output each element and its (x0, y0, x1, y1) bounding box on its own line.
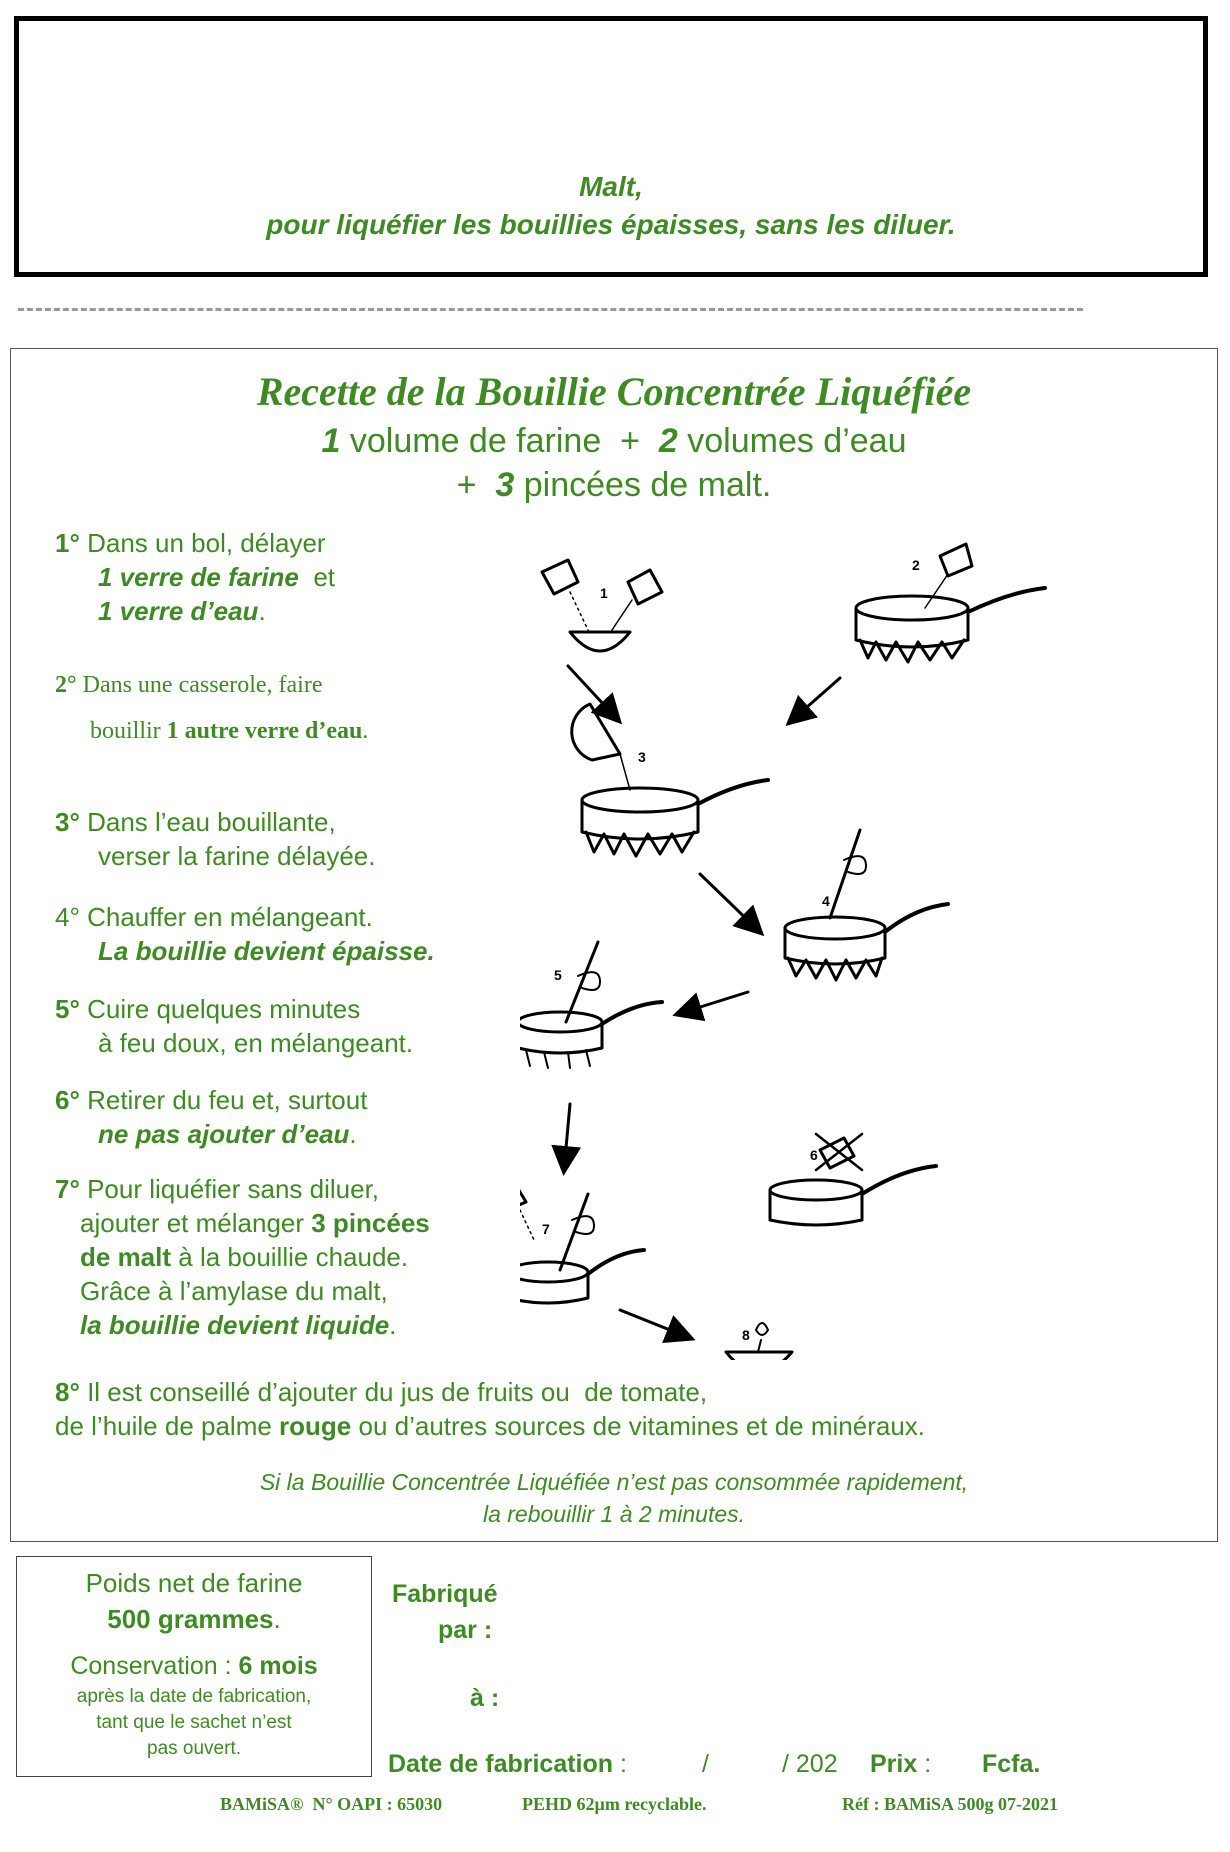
fabrique-label: Fabriqué (392, 1580, 498, 1608)
figure-label-5: 5 (554, 967, 562, 983)
step-1: 1° Dans un bol, délayer 1 verre de farine et 1 verre d’eau. (55, 528, 336, 626)
figure-1 (542, 560, 662, 651)
step-5: 5° Cuire quelques minutes à feu doux, en mélangeant. (55, 994, 414, 1058)
figure-label-6: 6 (810, 1147, 818, 1163)
recipe-formula-line1: 1 volume de farine + 2 volumes d’eau (321, 422, 907, 460)
poids-label: Poids net de farine (85, 1568, 303, 1598)
step-6: 6° Retirer du feu et, surtout ne pas ajouter d’eau. (55, 1085, 368, 1149)
figure-3 (572, 704, 768, 856)
step-2: 2° Dans une casserole, faire bouillir 1 autre verre d’eau. (55, 672, 369, 744)
currency: Fcfa. (982, 1750, 1041, 1778)
conservation-line5: pas ouvert. (147, 1738, 241, 1759)
footer-ref: Réf : BAMiSA 500g 07-2021 (842, 1794, 1058, 1814)
figure-5 (520, 942, 662, 1068)
figure-2 (856, 544, 1045, 662)
recipe-illustration (520, 530, 1120, 1360)
step-8: 8° Il est conseillé d’ajouter du jus de fruits ou de tomate, de l’huile de palme rouge ou d’autres sources de vitamines et de minéraux. (55, 1377, 926, 1441)
figure-label-7: 7 (542, 1221, 550, 1237)
header-line2: pour liquéfier les bouillies épaisses, sans les diluer. (266, 209, 956, 240)
cut-line (18, 308, 1083, 311)
footer-brand: BAMiSA® N° OAPI : 65030 (220, 1794, 443, 1814)
date-slash-2: / 202 (782, 1750, 838, 1778)
step-3: 3° Dans l’eau bouillante, verser la farine délayée. (55, 807, 376, 871)
figure-7 (520, 1182, 644, 1303)
recipe-title: Recette de la Bouillie Concentrée Liquéfiée (256, 369, 972, 414)
conservation-line4: tant que le sachet n’est (96, 1712, 292, 1733)
figure-4 (785, 830, 948, 980)
date-slash-1: / (702, 1750, 709, 1778)
figure-label-4: 4 (822, 893, 830, 909)
figure-label-2: 2 (912, 557, 920, 573)
fabrique-a-label: à : (470, 1684, 500, 1712)
poids-value: 500 grammes. (107, 1604, 281, 1634)
prix-row: Prix : (870, 1750, 932, 1778)
header-tagline (14, 168, 1208, 244)
figure-label-8: 8 (742, 1327, 750, 1343)
date-row: Date de fabrication : (388, 1750, 627, 1778)
step-7: 7° Pour liquéfier sans diluer, ajouter et mélanger 3 pincées de malt à la bouillie chaude. Grâce à l’amylase du malt, la bouillie devient liquide. (55, 1174, 430, 1340)
conservation: Conservation : 6 mois (70, 1652, 318, 1680)
figure-6 (770, 1134, 936, 1225)
header-line1: Malt, (579, 171, 643, 202)
figure-label-3: 3 (638, 749, 646, 765)
conservation-line3: après la date de fabrication, (76, 1686, 312, 1707)
figure-8 (726, 1323, 792, 1360)
step-4: 4° Chauffer en mélangeant. La bouillie devient épaisse. (55, 902, 435, 966)
footer-pehd: PEHD 62µm recyclable. (522, 1794, 707, 1814)
figure-label-1: 1 (600, 585, 608, 601)
reheat-note: Si la Bouillie Concentrée Liquéfiée n’est pas consommée rapidement, la rebouillir 1 à 2 minutes. (259, 1469, 969, 1527)
recipe-formula-line2: + 3 pincées de malt. (456, 466, 772, 504)
fabrique-par-label: par : (438, 1616, 493, 1644)
